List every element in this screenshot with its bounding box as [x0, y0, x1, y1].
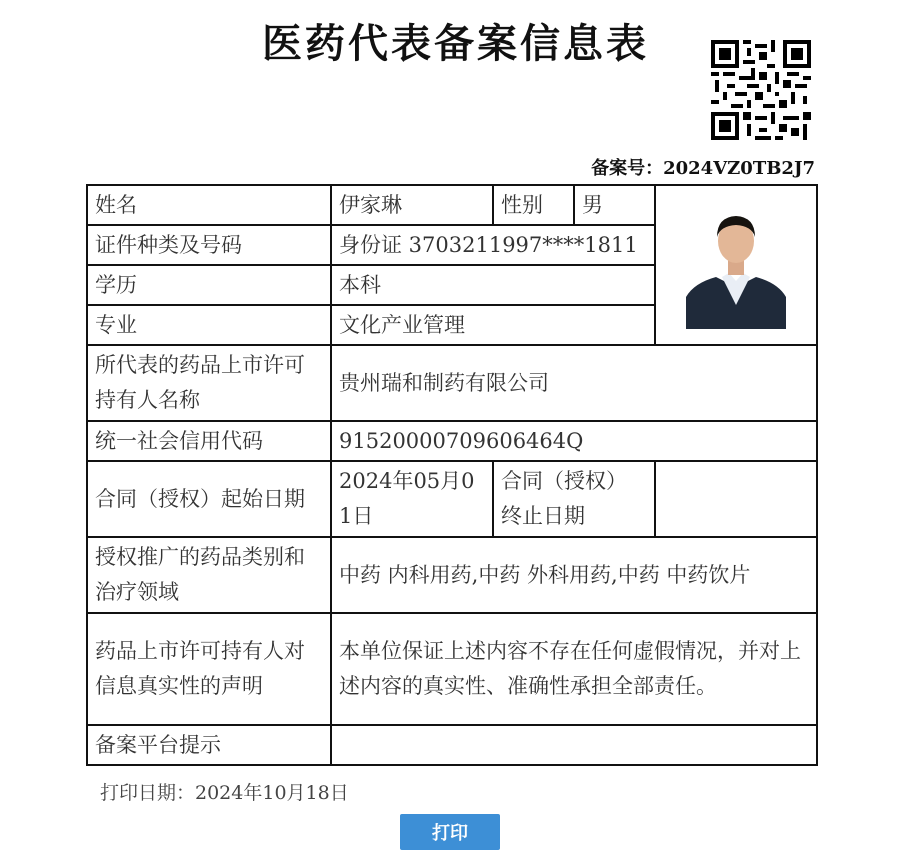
end-date-label: 合同（授权）终止日期 — [493, 461, 655, 537]
print-button[interactable]: 打印 — [400, 814, 500, 850]
photo-cell — [655, 185, 817, 345]
id-value: 身份证 3703211997****1811 — [331, 225, 655, 265]
print-date: 打印日期：2024年10月18日 — [100, 782, 349, 804]
name-label: 姓名 — [87, 185, 331, 225]
row-name — [87, 185, 817, 225]
education-label: 学历 — [87, 265, 331, 305]
row-holder — [87, 345, 817, 421]
row-platform — [87, 725, 817, 765]
page-title: 医药代表备案信息表 — [262, 21, 649, 67]
gender-label: 性别 — [493, 185, 574, 225]
record-number: 备案号：2024VZ0TB2J7 — [591, 158, 815, 179]
statement-label: 药品上市许可持有人对信息真实性的声明 — [87, 613, 331, 725]
start-date-value: 2024年05月01日 — [331, 461, 493, 537]
row-category — [87, 537, 817, 613]
end-date-value — [655, 461, 817, 537]
platform-value — [331, 725, 817, 765]
category-label: 授权推广的药品类别和治疗领域 — [87, 537, 331, 613]
row-statement — [87, 613, 817, 725]
major-label: 专业 — [87, 305, 331, 345]
start-date-label: 合同（授权）起始日期 — [87, 461, 331, 537]
credit-code-value: 91520000709606464Q — [331, 421, 817, 461]
holder-label: 所代表的药品上市许可持有人名称 — [87, 345, 331, 421]
credit-code-label: 统一社会信用代码 — [87, 421, 331, 461]
gender-value: 男 — [574, 185, 655, 225]
platform-label: 备案平台提示 — [87, 725, 331, 765]
holder-value: 贵州瑞和制药有限公司 — [331, 345, 817, 421]
category-value: 中药 内科用药,中药 外科用药,中药 中药饮片 — [331, 537, 817, 613]
portrait-photo — [686, 201, 786, 329]
info-table — [86, 184, 818, 766]
major-value: 文化产业管理 — [331, 305, 655, 345]
statement-value: 本单位保证上述内容不存在任何虚假情况，并对上述内容的真实性、准确性承担全部责任。 — [331, 613, 817, 725]
name-value: 伊家琳 — [331, 185, 493, 225]
qr-code — [711, 40, 811, 140]
row-credit-code — [87, 421, 817, 461]
education-value: 本科 — [331, 265, 655, 305]
id-label: 证件种类及号码 — [87, 225, 331, 265]
row-dates — [87, 461, 817, 537]
